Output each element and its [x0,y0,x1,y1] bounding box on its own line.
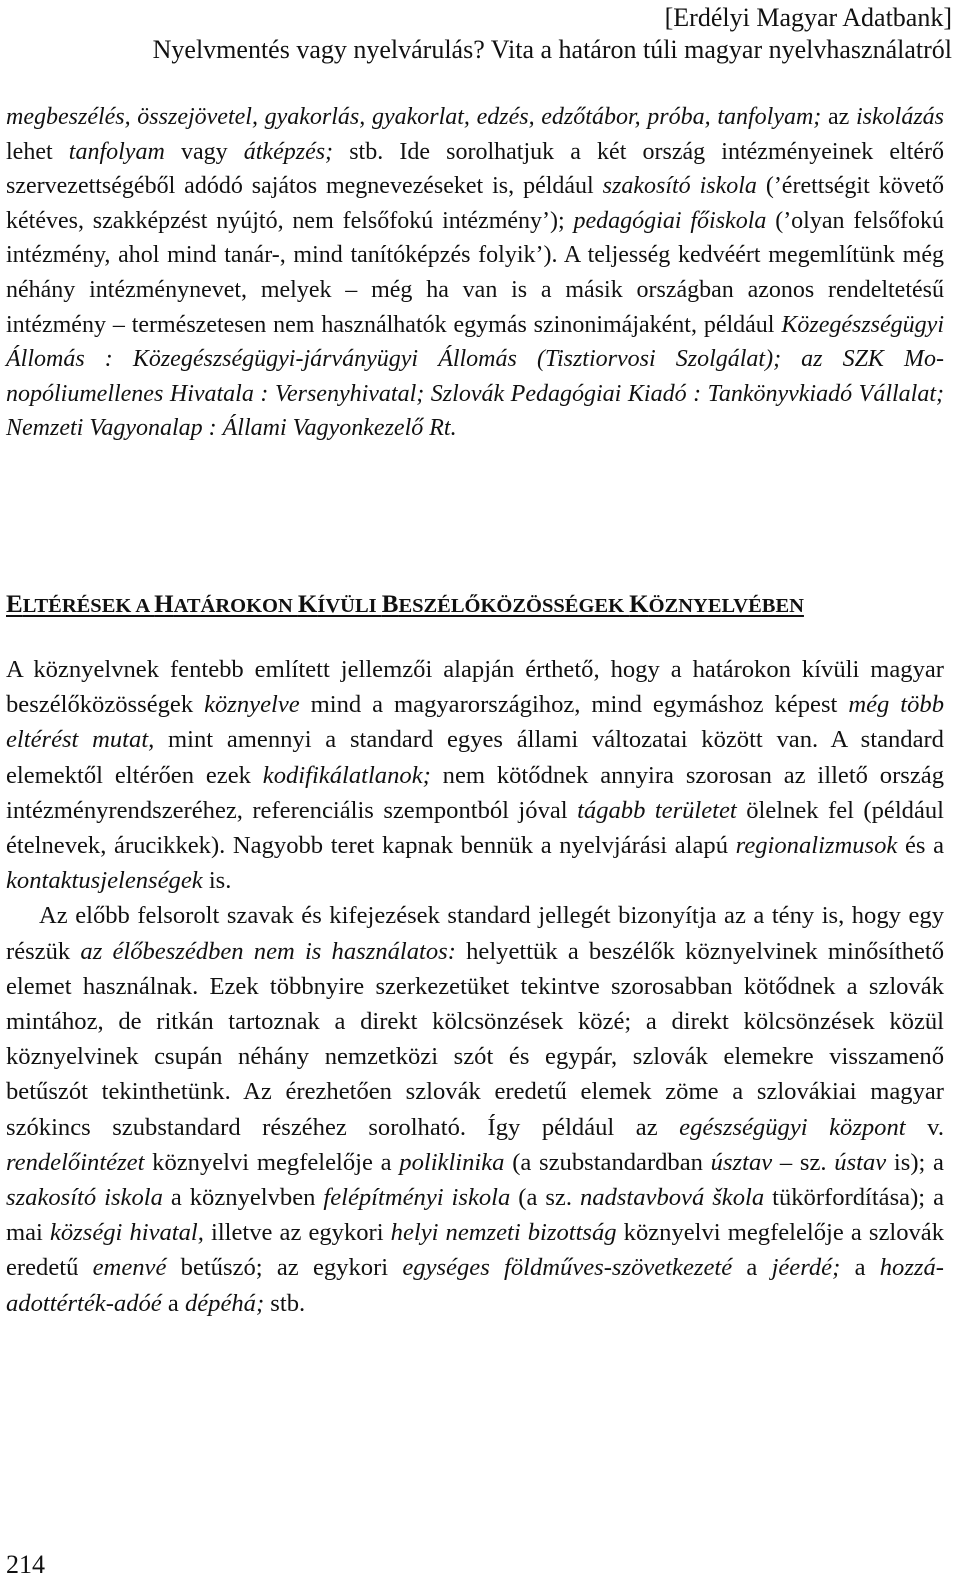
text-run: a köznyelvben [162,1184,324,1212]
text-run: lehet [6,138,69,165]
italic-term: úsztav [710,1148,773,1176]
italic-term: kontaktusjelenségek [6,867,203,895]
italic-term: emenvé [92,1254,167,1282]
heading-run: ATÁROKON [173,595,298,617]
text-run: tükörfordítása); a mai [6,1184,944,1247]
text-run: ölelnek fel (például ételnevek, árucikkek). Nagyobb teret kapnak bennük a nyelvjárási alapú [6,796,945,860]
text-run: stb. Ide sorolhatjuk a két ország intézményeinek eltérő szervezettségéből adódó sajátos megnevezéseket is, például [6,138,945,200]
text-run: A köznyelvnek fentebb említett jellemzői alapján érthető, hogy a határokon kívüli magyar beszélőközösségek [6,656,944,719]
text-run: a [840,1254,880,1282]
italic-term: kodifikálatlanok; [262,761,431,789]
italic-term: községi hivatal, [49,1219,204,1247]
text-run: (a szubstandardban [504,1148,711,1176]
text-run: is); a [886,1148,944,1176]
text-run: – sz. [772,1148,835,1176]
page-header [0,2,952,66]
heading-run: E [6,591,23,618]
text-run: köznyelvi megfelelője a [144,1148,400,1176]
text-run: (’érettségit követő kétéves, szakképzést nyújtó, nem felsőfokú intézmény’); [6,173,945,234]
intro-text [6,100,944,446]
paragraph-standard-character [6,898,944,1320]
italic-term: megbeszélés, összejövetel, gyakorlás, gyakorlat, edzés, edzőtábor, próba, tanfolyam; [6,104,822,130]
text-run: helyettük a beszélők köznyelvinek minősíthető elemet használnak. Ezek többnyire szerkezetüket tekintve szorosabban kötődnek a szlovák mintához, de ritkán tartoznak a direkt kölcsönzések közé; a direkt kölcsönzések közül köznyelvinek csupán néhány nemzetközi szót és egypár, szlovák elemekre visszamenő betűszót tekinthetünk. Az érezhetően szlovák eredetű elemek zöme a szlovákiai magyar szókincs szubstandard részéhez sorolható. Így például az [6,937,944,1141]
italic-term: szakosító iskola [6,1184,163,1212]
italic-term: egységes földműves-szövetkezeté [402,1254,733,1282]
text-run: az [821,104,856,130]
italic-term: jéerdé; [771,1254,841,1282]
heading-run: LTÉRÉSEK A [22,595,155,617]
italic-term: rendelőintézet [6,1148,145,1176]
text-run: mind a magyarországihoz, mind egymáshoz képest [299,691,849,719]
text-run: mint amennyi a standard egyes állami változatai között van. A standard elemektől eltérően ezek [6,726,944,789]
heading-run: K [297,591,318,618]
page-number: 214 [6,1550,45,1579]
italic-term: ústav [834,1148,887,1176]
italic-term: Közegészségügyi Állomás : Közegészségügyi-járványügyi Állomás (Tisztiorvosi Szolgálat); az SZK Monopóliumellenes Hivatala : Versenyhivatal; Szlovák Pedagógiai Kiadó : Tankönyvkiadó Vállalat; Nemzeti Vagyonalap : Állami Vagyonkezelő Rt. [6,311,944,442]
text-run: Az előbb felsorolt szavak és kifejezések standard jellegét bizonyítja az a tény is, hogy egy részük [6,902,944,965]
heading-run: H [154,591,174,618]
header-source: [Erdélyi Magyar Adatbank] [664,3,952,32]
text-run: stb. [264,1289,306,1317]
section-heading [6,590,944,621]
italic-term: még több eltérést mutat, [6,691,944,754]
paragraph-colloquial-differences [6,652,944,898]
text-run: nem kötődnek annyira szorosan az illető ország intézményrendszeréhez, referenciális szempontból jóval [6,761,944,824]
text-run: (’olyan felsőfokú intézmény, ahol mind tanár-, mind tanítóképzés folyik’). A teljesség kedvéért megemlítünk még néhány intézménynevet, melyek – még ha van is a másik országban azonos rendeltetésű intézmény – természetesen nem használhatók egymás szinonimájaként, például [6,207,944,338]
italic-term: poliklinika [399,1148,505,1176]
text-run: illetve az egykori [203,1219,391,1247]
italic-term: egészségügyi központ [679,1113,906,1141]
text-run: (a sz. [510,1184,580,1212]
text-run: v. [905,1113,945,1141]
text-run: a [161,1289,185,1317]
heading-run: K [629,591,649,618]
italic-term: nadstavbová škola [579,1184,765,1212]
text-run: köznyelvi megfelelője a szlovák eredetű [6,1219,945,1282]
heading-run: ESZÉLŐKÖZÖSSÉGEK [398,595,630,617]
heading-run: ÖZNYELVÉBEN [648,595,804,617]
header-title: Nyelvmentés vagy nyelvárulás? Vita a határon túli magyar nyelvhasználatról [152,35,952,64]
italic-term: dépéhá; [184,1289,265,1317]
heading-run: B [381,591,399,618]
text-run: is. [202,867,232,895]
paragraph-institutions [6,100,944,446]
section-body [6,652,944,1321]
heading-run: ÍVÜLI [317,595,382,617]
italic-term: az élőbeszédben nem is használatos: [80,937,456,965]
italic-term: iskolázás [855,104,944,130]
italic-term: hozzáadottérték-adóé [6,1254,944,1317]
italic-term: szakosító iskola [602,173,757,200]
text-run: és a [897,832,945,860]
italic-term: helyi nemzeti bizottság [390,1219,617,1247]
text-run: vagy [164,138,244,165]
italic-term: tágabb területet [577,796,737,824]
text-run: a [732,1254,772,1282]
italic-term: tanfolyam [68,138,165,165]
italic-term: felépítményi iskola [323,1184,511,1212]
italic-term: átképzés; [243,138,334,165]
italic-term: regionalizmusok [735,832,898,860]
italic-term: pedagógiai főiskola [573,207,767,234]
italic-term: köznyelve [204,691,300,719]
text-run: betűszó; az egykori [166,1254,403,1282]
